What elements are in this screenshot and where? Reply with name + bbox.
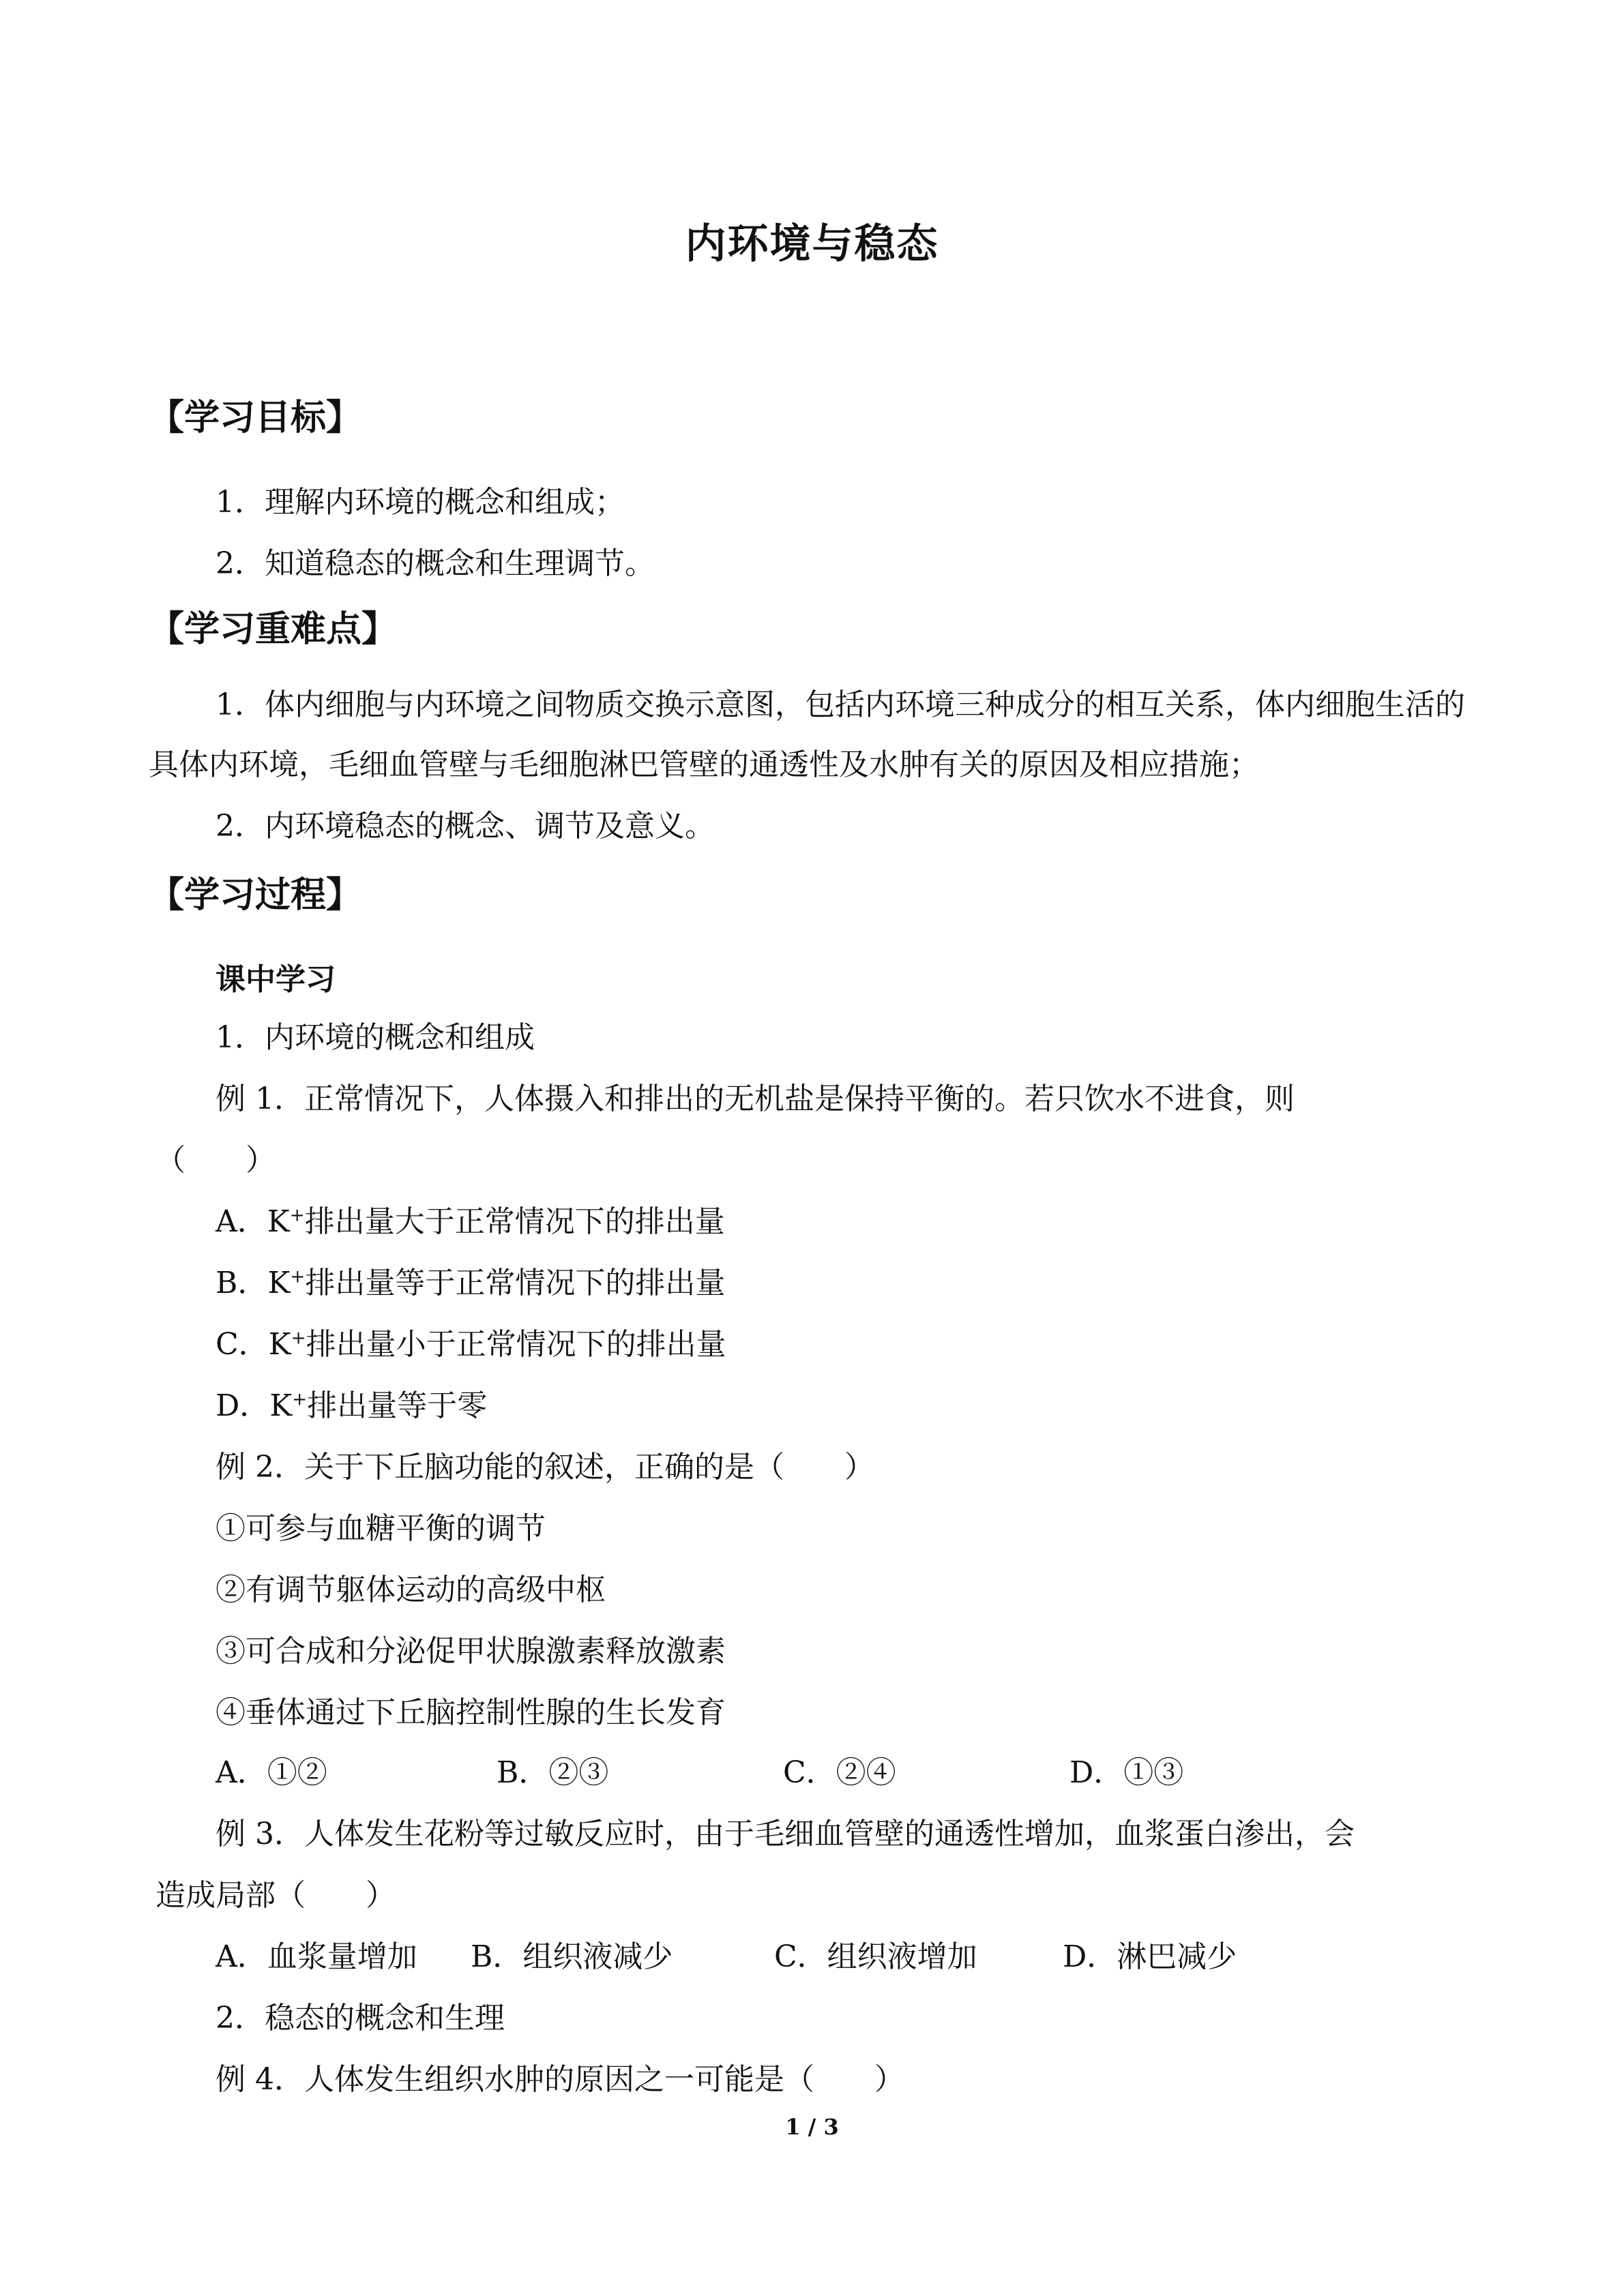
example-3-option-a: A．血浆量增加 — [216, 1939, 417, 1974]
example-3-stem: 例 3．人体发生花粉等过敏反应时，由于毛细血管壁的通透性增加，血浆蛋白渗出，会 — [216, 1817, 1355, 1851]
example-1-option-c: C．K+排出量小于正常情况下的排出量 — [216, 1327, 726, 1362]
example-4-stem: 例 4．人体发生组织水肿的原因之一可能是（ ） — [216, 2062, 904, 2097]
example-2-option-a: A．①② — [216, 1755, 327, 1790]
example-2-statement-3: ③可合成和分泌促甲状腺激素释放激素 — [216, 1634, 726, 1669]
example-2-option-c: C．②④ — [783, 1755, 896, 1790]
example-2-statement-4: ④垂体通过下丘脑控制性腺的生长发育 — [216, 1695, 726, 1730]
page-number: 1 / 3 — [785, 2114, 839, 2140]
section-heading-key-points: 【学习重难点】 — [149, 609, 398, 650]
page-title: 内环境与稳态 — [685, 220, 939, 268]
goal-item-2: 2．知道稳态的概念和生理调节。 — [216, 546, 655, 581]
example-2-statement-2: ②有调节躯体运动的高级中枢 — [216, 1572, 606, 1607]
section-heading-process: 【学习过程】 — [149, 875, 362, 916]
example-1-stem: 例 1．正常情况下，人体摄入和排出的无机盐是保持平衡的。若只饮水不进食，则 — [216, 1082, 1295, 1116]
example-3-option-d: D．淋巴减少 — [1063, 1939, 1237, 1974]
example-2-option-d: D．①③ — [1069, 1755, 1184, 1790]
example-2-option-b: B．②③ — [497, 1755, 609, 1790]
example-1-option-a: A．K+排出量大于正常情况下的排出量 — [216, 1204, 725, 1239]
example-2-stem: 例 2．关于下丘脑功能的叙述，正确的是（ ） — [216, 1450, 874, 1485]
example-3-option-c: C．组织液增加 — [774, 1939, 977, 1974]
section-heading-goals: 【学习目标】 — [149, 398, 362, 438]
topic-2: 2．稳态的概念和生理 — [216, 2001, 505, 2036]
key-point-1: 1．体内细胞与内环境之间物质交换示意图，包括内环境三种成分的相互关系，体内细胞生活的具体内环境，毛细血管壁与毛细胞淋巴管壁的通透性及水肿有关的原因及相应措施； — [149, 687, 1465, 782]
example-3-stem-cont: 造成局部（ ） — [156, 1878, 396, 1913]
topic-1: 1．内环境的概念和组成 — [216, 1020, 535, 1055]
example-3-option-b: B．组织液减少 — [471, 1939, 673, 1974]
example-1-blank: （ ） — [156, 1143, 276, 1178]
example-2-statement-1: ①可参与血糖平衡的调节 — [216, 1511, 546, 1546]
key-point-2: 2．内环境稳态的概念、调节及意义。 — [216, 809, 715, 844]
example-1-option-d: D．K+排出量等于零 — [216, 1388, 488, 1423]
goal-item-1: 1．理解内环境的概念和组成； — [216, 485, 625, 520]
subheading-in-class: 课中学习 — [216, 962, 336, 997]
example-1-option-b: B．K+排出量等于正常情况下的排出量 — [216, 1266, 726, 1300]
